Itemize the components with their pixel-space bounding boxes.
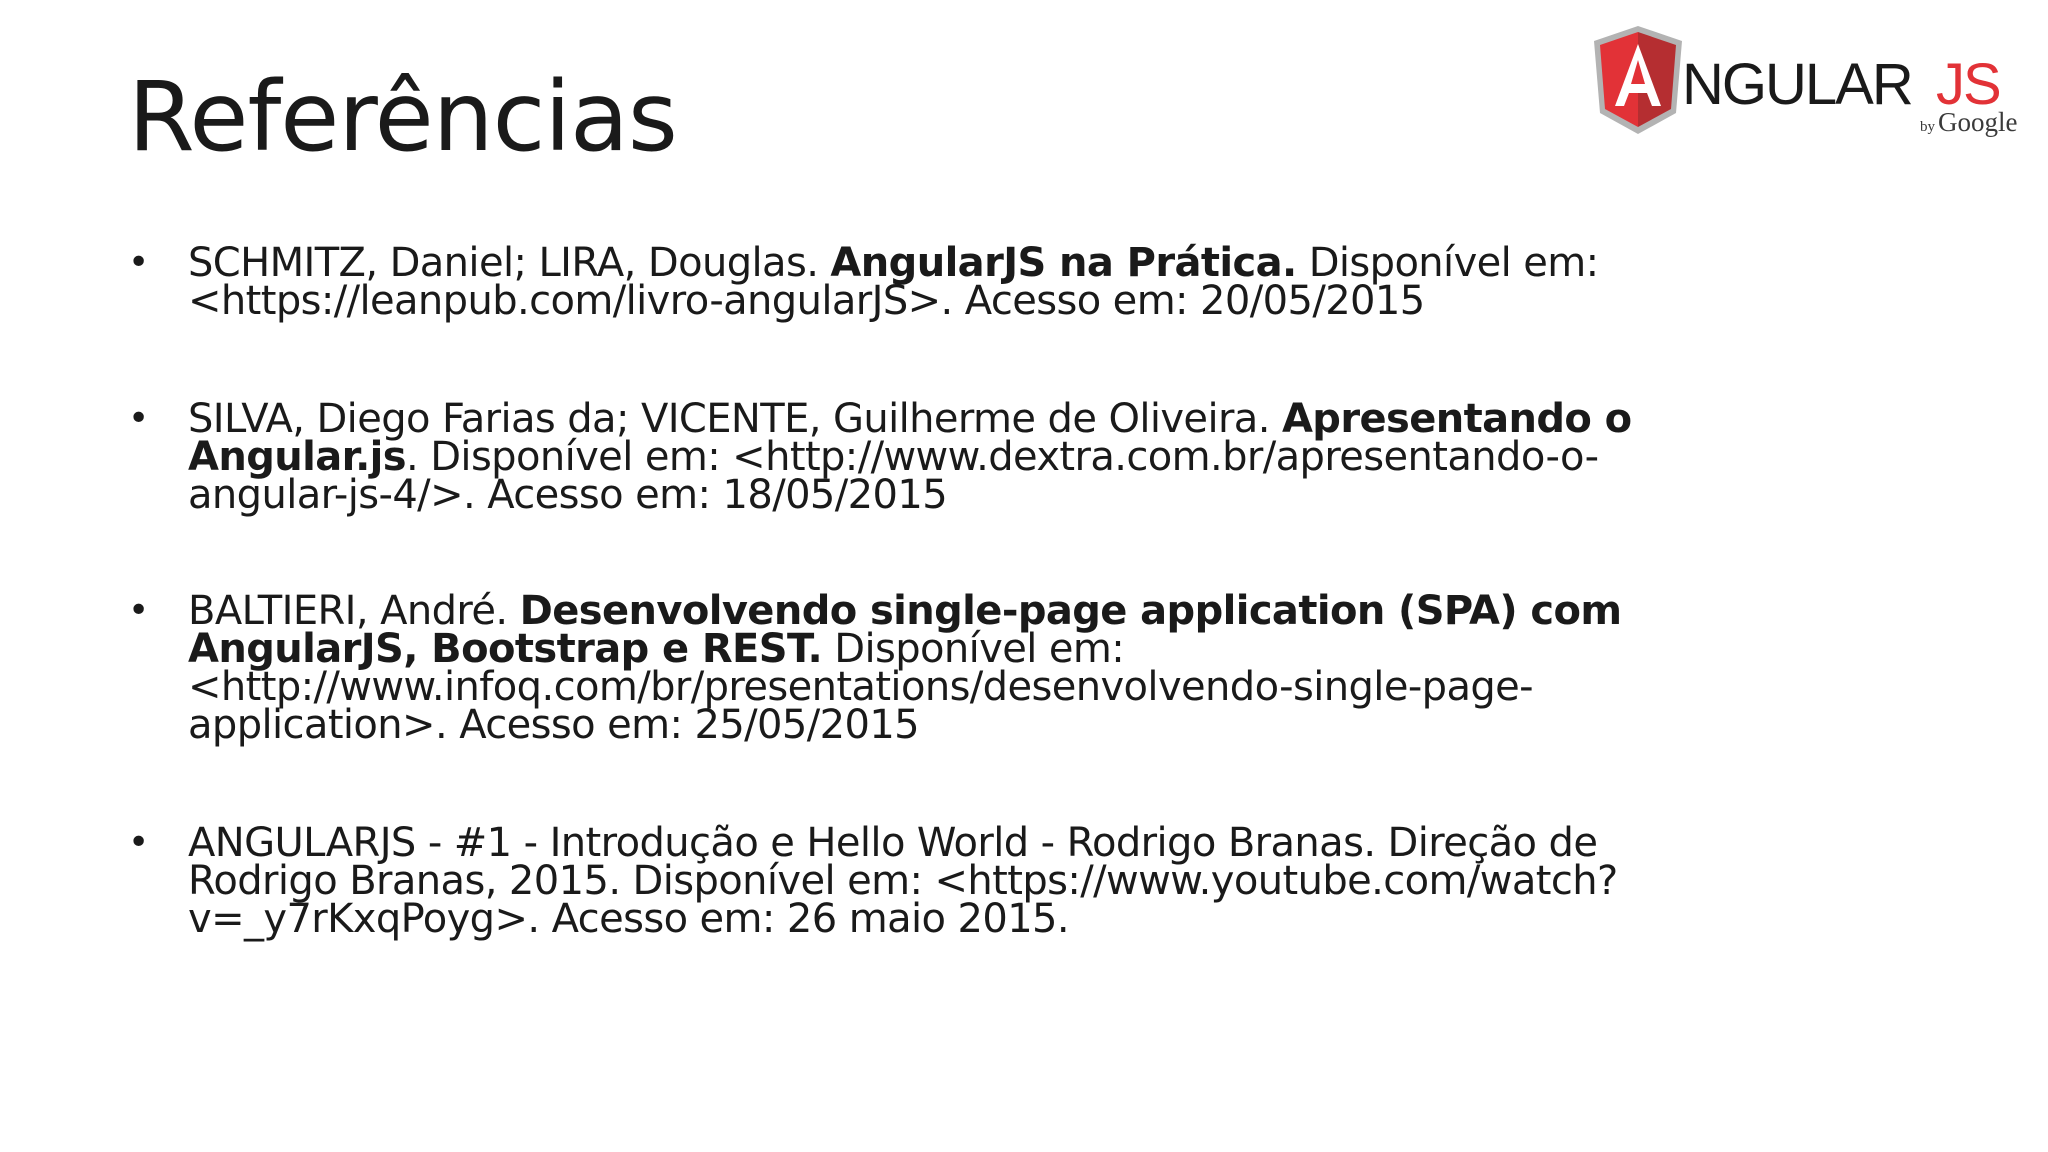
reference-authors: SCHMITZ, Daniel; LIRA, Douglas. bbox=[188, 240, 831, 286]
bullet: • bbox=[128, 590, 149, 631]
reference-item bbox=[128, 820, 1688, 942]
reference-list bbox=[128, 240, 1688, 1018]
reference-title: Desenvolvendo single-page application (SPA) com AngularJS, Bootstrap e REST. bbox=[188, 588, 1622, 672]
reference-details: . Disponível em: <http://www.dextra.com.br/apresentando-o-angular-js-4/>. Acesso em: 18/05/2015 bbox=[188, 434, 1599, 518]
angular-shield-icon bbox=[1594, 26, 1682, 134]
reference-authors: BALTIERI, André. bbox=[188, 588, 520, 634]
logo-byline: by bbox=[1920, 119, 1935, 135]
slide-title: Referências bbox=[128, 61, 677, 173]
reference-item bbox=[128, 240, 1688, 324]
reference-item bbox=[128, 396, 1688, 518]
logo-brand: Google bbox=[1938, 107, 2018, 137]
reference-details: Disponível em: <https://leanpub.com/livro-angularJS>. Acesso em: 20/05/2015 bbox=[188, 240, 1599, 324]
bullet: • bbox=[128, 242, 149, 283]
reference-authors: SILVA, Diego Farias da; VICENTE, Guilherme de Oliveira. bbox=[188, 396, 1282, 442]
reference-text: ANGULARJS - #1 - Introdução e Hello World - Rodrigo Branas. Direção de Rodrigo Branas, 2015. Disponível em: <https://www.youtube.com/watch?v=_y7rKxqPoyg>. Acesso em: 26 maio 2015. bbox=[188, 820, 1618, 942]
logo-word: NGULAR bbox=[1682, 52, 1912, 117]
bullet: • bbox=[128, 398, 149, 439]
reference-item bbox=[128, 588, 1688, 748]
reference-title: AngularJS na Prática. bbox=[830, 240, 1297, 286]
bullet: • bbox=[128, 822, 149, 863]
angularjs-logo bbox=[1590, 22, 2030, 140]
reference-details: Disponível em: <http://www.infoq.com/br/presentations/desenvolvendo-single-page-application>. Acesso em: 25/05/2015 bbox=[188, 626, 1534, 748]
logo-suffix: JS bbox=[1936, 52, 2000, 117]
reference-title: Apresentando o Angular.js bbox=[188, 396, 1632, 480]
